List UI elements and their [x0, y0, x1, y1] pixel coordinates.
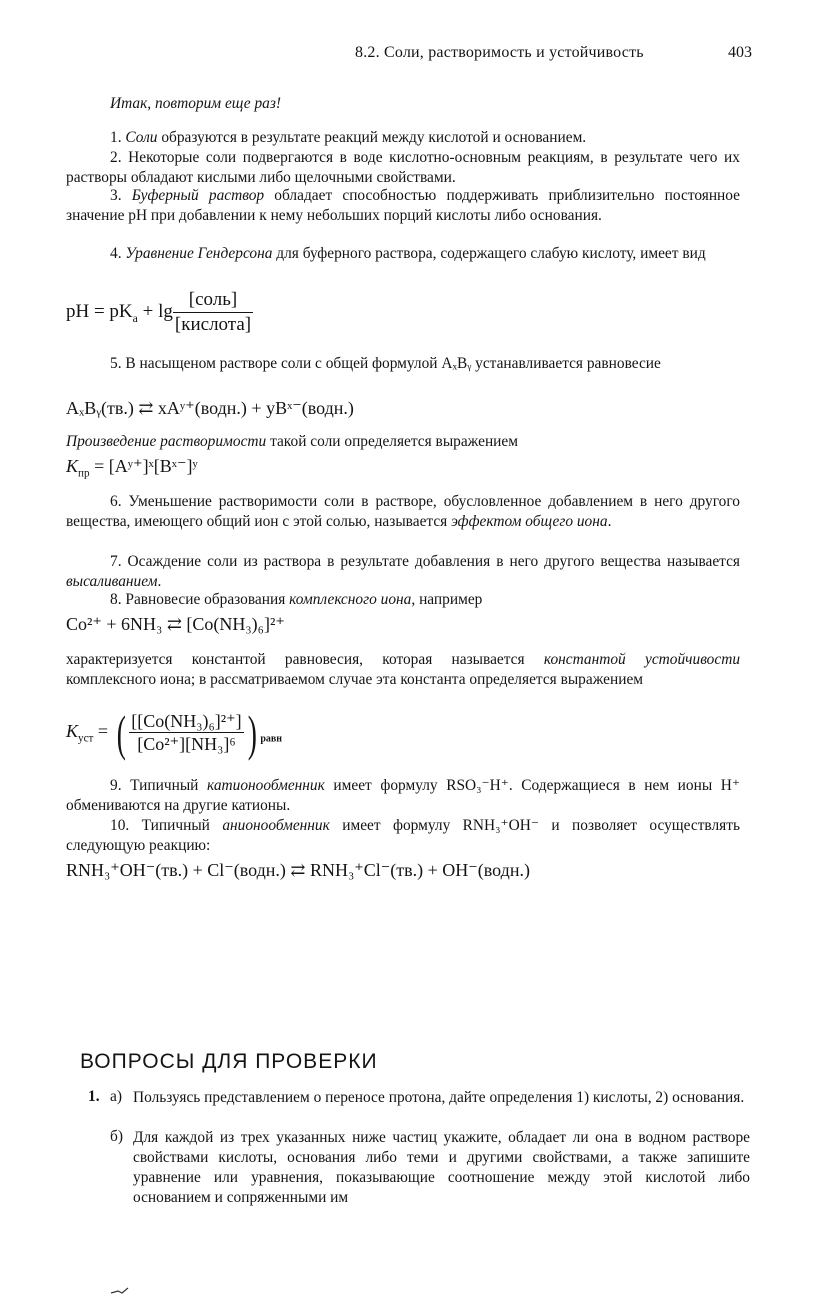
dissolution-equilibrium: AₓBᵧ(тв.) ⇄ xAʸ⁺(водн.) + yBˣ⁻(водн.): [66, 398, 354, 418]
ksp-symbol: K: [66, 456, 79, 476]
left-paren: (: [116, 705, 126, 761]
item-text: для буферного раствора, содержащего слабую кислоту, имеет вид: [272, 245, 706, 262]
item-end: комплексного иона; в рассматриваемом случае эта константа определяется выражением: [66, 671, 644, 688]
pen-mark-icon: [110, 1287, 130, 1295]
fraction-denominator: [кислота]: [174, 313, 252, 335]
item-text: такой соли определяется выражением: [266, 433, 518, 450]
question-1a-label: а): [110, 1088, 122, 1105]
term: Буферный раствор: [131, 187, 265, 204]
right-paren: ): [247, 705, 257, 761]
item-text: 9. Типичный: [110, 777, 207, 794]
kust-equals: =: [93, 721, 113, 742]
ksp-subscript: пр: [78, 467, 90, 480]
henderson-equation: [66, 288, 253, 337]
item-text: имеет формулу RNH₃⁺OH⁻ и позволяет осуществлять следующую реакцию:: [66, 817, 740, 854]
henderson-lg: + lg: [137, 301, 173, 323]
summary-item-10: [66, 816, 740, 856]
henderson-sub: a: [132, 311, 138, 325]
kust-symbol: K: [66, 721, 79, 742]
summary-item-8: [66, 590, 740, 610]
summary-item-2: 2. Некоторые соли подвергаются в воде кислотно-основным реакциям, в результате чего их растворы обладают кислыми либо щелочными свойствами.: [66, 149, 740, 186]
complex-equilibrium: Co²⁺ + 6NH₃ ⇄ [Co(NH₃)₆]²⁺: [66, 614, 285, 634]
ion-exchange-reaction: RNH₃⁺OH⁻(тв.) + Cl⁻(водн.) ⇄ RNH₃⁺Cl⁻(тв.) + OH⁻(водн.): [66, 860, 530, 880]
item-end: , например: [411, 591, 483, 608]
summary-item-4: [66, 244, 740, 264]
item-number: 1.: [110, 129, 126, 146]
term: комплексного иона: [289, 591, 412, 608]
summary-item-9: [66, 776, 740, 816]
running-header: 8.2. Соли, растворимость и устойчивость: [355, 44, 644, 61]
questions-title: ВОПРОСЫ ДЛЯ ПРОВЕРКИ: [80, 1050, 378, 1073]
term: Уравнение Гендерсона: [125, 245, 273, 262]
term: высаливанием: [66, 573, 158, 590]
term: Произведение растворимости: [66, 433, 267, 450]
page-number: 403: [728, 44, 752, 61]
item-text: имеет формулу RSO₃⁻H⁺. Содержащиеся в нем ионы H⁺ обмениваются на другие катионы.: [66, 777, 740, 814]
term: эффектом общего иона: [451, 513, 608, 530]
fraction-numerator: [соль]: [173, 288, 253, 313]
summary-intro: Итак, повторим еще раз!: [110, 95, 281, 112]
kust-tail: равн: [260, 733, 283, 745]
henderson-lhs: pH = pK: [66, 301, 133, 323]
stability-constant-expression: [66, 705, 283, 761]
term: константой устойчивости: [543, 651, 741, 668]
item-end: .: [157, 573, 162, 590]
fraction-numerator: [[Co(NH₃)₆]²⁺]: [129, 710, 243, 734]
item-number: 4.: [110, 245, 126, 262]
fraction-denominator: [Co²⁺][NH₃]⁶: [137, 734, 236, 755]
kust-subscript: уст: [78, 732, 94, 745]
henderson-fraction: [173, 288, 253, 337]
item-text: 6. Уменьшение растворимости соли в растворе, обусловленное добавлением в него другого вещества, имеющего общий ион с этой солью, называется: [66, 493, 740, 530]
item-end: .: [607, 513, 612, 530]
summary-item-8-continued: [66, 650, 740, 690]
item-text: образуются в результате реакций между кислотой и основанием.: [157, 129, 587, 146]
item-text: 7. Осаждение соли из раствора в результате добавления в него другого вещества называется: [110, 553, 740, 570]
item-text: характеризуется константой равновесия, которая называется: [66, 651, 544, 668]
question-1a-text: Пользуясь представлением о переносе протона, дайте определения 1) кислоты, 2) основания.: [133, 1089, 745, 1106]
kust-fraction: [129, 710, 243, 757]
item-text: обладает способностью поддерживать приблизительно постоянное значение pH при добавлении к нему небольших порций кислоты либо основания.: [66, 187, 741, 224]
item-number: 3.: [110, 187, 132, 204]
term: Соли: [125, 129, 158, 146]
summary-item-6: [66, 492, 740, 532]
term: анионообменник: [222, 817, 330, 834]
term: катионообменник: [207, 777, 325, 794]
summary-item-3: [66, 186, 740, 226]
item-text: 8. Равновесие образования: [110, 591, 290, 608]
question-number: 1.: [88, 1088, 100, 1105]
item-text: 10. Типичный: [110, 817, 223, 834]
question-1b-label: б): [110, 1128, 123, 1145]
ksp-intro: [66, 432, 740, 452]
scan-mark: [110, 1282, 130, 1290]
summary-item-5: 5. В насыщеном растворе соли с общей формулой AₓBᵧ устанавливается равновесие: [110, 355, 661, 372]
summary-item-1: [66, 128, 740, 148]
ksp-expression: [66, 456, 198, 480]
ksp-rhs: = [Aʸ⁺]ˣ[Bˣ⁻]ʸ: [89, 456, 198, 476]
summary-item-7: [66, 552, 740, 592]
question-1b-text: Для каждой из трех указанных ниже частиц укажите, обладает ли она в водном растворе свойствами кислоты, основания либо теми и другими свойствами, а также запишите уравнение или уравнения, показывающие соотношение между этой кислотой либо основанием и сопряженными им: [133, 1129, 750, 1206]
